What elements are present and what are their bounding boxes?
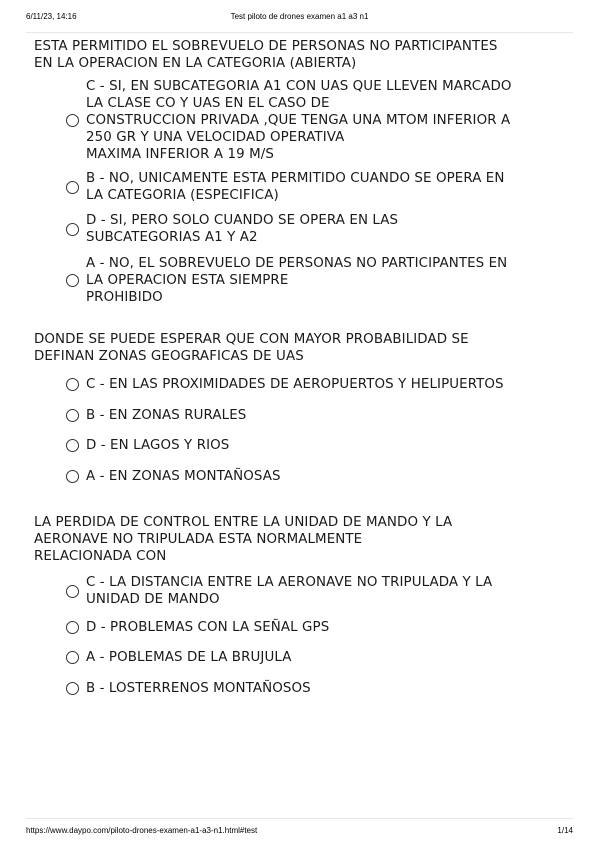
q1-option-d-label: D - SI, PERO SOLO CUANDO SE OPERA EN LAS SUBCATEGORIAS A1 Y A2: [86, 213, 399, 245]
radio-button-icon[interactable]: [66, 439, 79, 452]
q2-option-d[interactable]: [66, 437, 566, 454]
radio-button-icon[interactable]: [66, 274, 79, 287]
page-number: 1/14: [557, 826, 573, 835]
print-date: 6/11/23, 14:16: [26, 12, 77, 21]
page-title: Test piloto de drones examen a1 a3 n1: [230, 12, 369, 21]
q2-option-b-label: B - EN ZONAS RURALES: [86, 408, 247, 423]
q3-option-d-label: D - PROBLEMAS CON LA SEÑAL GPS: [86, 620, 330, 635]
radio-button-icon[interactable]: [66, 409, 79, 422]
radio-button-icon[interactable]: [66, 470, 79, 483]
q1-option-b[interactable]: [66, 170, 566, 204]
page-header: [26, 12, 573, 24]
top-divider: [26, 32, 573, 33]
radio-button-icon[interactable]: [66, 378, 79, 391]
q3-option-b-label: B - LOSTERRENOS MONTAÑOSOS: [86, 681, 311, 696]
radio-button-icon[interactable]: [66, 114, 79, 127]
q1-option-b-label: B - NO, UNICAMENTE ESTA PERMITIDO CUANDO SE OPERA EN LA CATEGORIA (ESPECIFICA): [86, 171, 505, 203]
q3-option-c-label: C - LA DISTANCIA ENTRE LA AERONAVE NO TRIPULADA Y LA UNIDAD DE MANDO: [86, 575, 493, 607]
q3-option-c[interactable]: [66, 574, 566, 608]
question-1-text: ESTA PERMITIDO EL SOBREVUELO DE PERSONAS NO PARTICIPANTES EN LA OPERACION EN LA CATEGORIA (ABIERTA): [34, 39, 498, 71]
radio-button-icon[interactable]: [66, 181, 79, 194]
q2-option-c-label: C - EN LAS PROXIMIDADES DE AEROPUERTOS Y HELIPUERTOS: [86, 377, 504, 392]
q3-option-a[interactable]: [66, 649, 566, 666]
q1-option-a-label: A - NO, EL SOBREVUELO DE PERSONAS NO PARTICIPANTES EN LA OPERACION ESTA SIEMPRE PROHIBIDO: [86, 256, 508, 305]
page-url: https://www.daypo.com/piloto-drones-examen-a1-a3-n1.html#test: [26, 826, 258, 835]
q1-option-c[interactable]: [66, 78, 566, 163]
q1-option-c-label: C - SI, EN SUBCATEGORIA A1 CON UAS QUE LLEVEN MARCADO LA CLASE CO Y UAS EN EL CASO DE CONSTRUCCION PRIVADA ,QUE TENGA UNA MTOM INFERIOR A 250 GR Y UNA VELOCIDAD OPERATIVA MAXIMA INFERIOR A 19 M/S: [86, 79, 512, 162]
q2-option-a[interactable]: [66, 468, 566, 485]
q3-option-d[interactable]: [66, 619, 566, 636]
q2-option-a-label: A - EN ZONAS MONTAÑOSAS: [86, 469, 281, 484]
radio-button-icon[interactable]: [66, 651, 79, 664]
q1-option-a[interactable]: [66, 255, 566, 306]
q1-option-d[interactable]: [66, 212, 566, 246]
radio-button-icon[interactable]: [66, 682, 79, 695]
q2-option-d-label: D - EN LAGOS Y RIOS: [86, 438, 230, 453]
q2-option-b[interactable]: [66, 407, 566, 424]
question-3-text: LA PERDIDA DE CONTROL ENTRE LA UNIDAD DE MANDO Y LA AERONAVE NO TRIPULADA ESTA NORMALMENTE RELACIONADA CON: [34, 515, 453, 564]
radio-button-icon[interactable]: [66, 621, 79, 634]
bottom-divider: [26, 818, 573, 819]
q3-option-b[interactable]: [66, 680, 566, 697]
radio-button-icon[interactable]: [66, 585, 79, 598]
q2-option-c[interactable]: [66, 376, 566, 393]
q3-option-a-label: A - POBLEMAS DE LA BRUJULA: [86, 650, 292, 665]
page-footer: [26, 826, 573, 838]
question-2-text: DONDE SE PUEDE ESPERAR QUE CON MAYOR PROBABILIDAD SE DEFINAN ZONAS GEOGRAFICAS DE UAS: [34, 332, 469, 364]
radio-button-icon[interactable]: [66, 223, 79, 236]
